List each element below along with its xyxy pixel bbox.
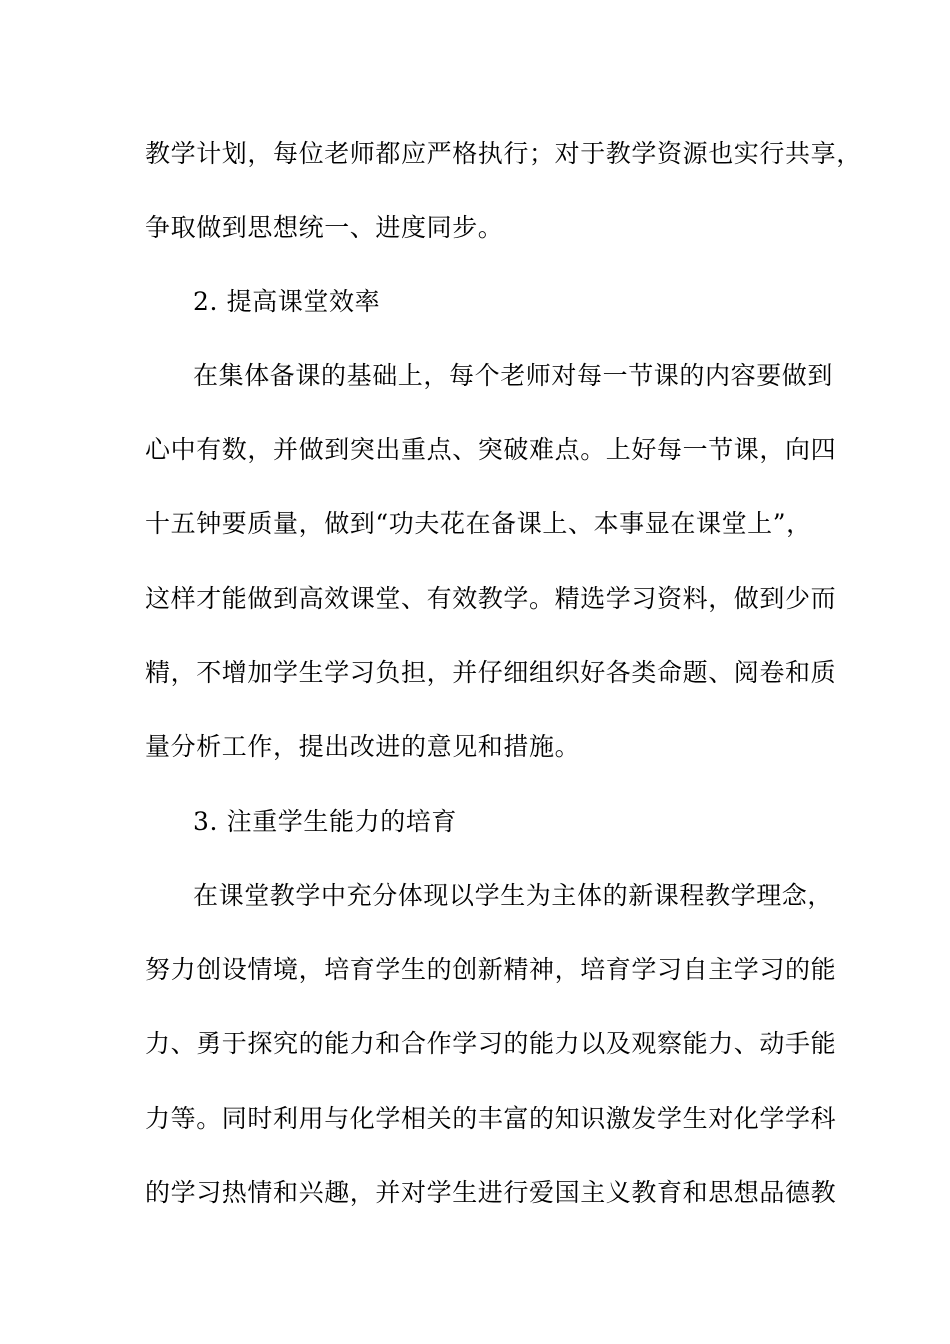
paragraph-line: 争取做到思想统一、进度同步。 [145, 213, 504, 242]
paragraph-line: 十五钟要质量，做到“功夫花在备课上、本事显在课堂上”， [145, 509, 812, 538]
paragraph-line: 量分析工作，提出改进的意见和措施。 [145, 732, 581, 761]
section-heading: 2. 提高课堂效率 [193, 287, 381, 316]
paragraph-line: 这样才能做到高效课堂、有效教学。精选学习资料，做到少而 [145, 584, 837, 613]
paragraph-line: 教学计划，每位老师都应严格执行；对于教学资源也实行共享， [145, 139, 862, 168]
paragraph-line: 在课堂教学中充分体现以学生为主体的新课程教学理念， [193, 881, 834, 910]
paragraph-line: 力、勇于探究的能力和合作学习的能力以及观察能力、动手能 [145, 1029, 837, 1058]
section-heading: 3. 注重学生能力的培育 [193, 807, 458, 836]
paragraph-line: 力等。同时利用与化学相关的丰富的知识激发学生对化学学科 [145, 1104, 837, 1133]
paragraph-line: 在集体备课的基础上，每个老师对每一节课的内容要做到 [193, 361, 834, 390]
paragraph-line: 精，不增加学生学习负担，并仔细组织好各类命题、阅卷和质 [145, 658, 837, 687]
paragraph-line: 心中有数，并做到突出重点、突破难点。上好每一节课，向四 [145, 435, 837, 464]
paragraph-line: 的学习热情和兴趣，并对学生进行爱国主义教育和思想品德教 [145, 1178, 837, 1207]
paragraph-line: 努力创设情境，培育学生的创新精神，培育学习自主学习的能 [145, 955, 837, 984]
